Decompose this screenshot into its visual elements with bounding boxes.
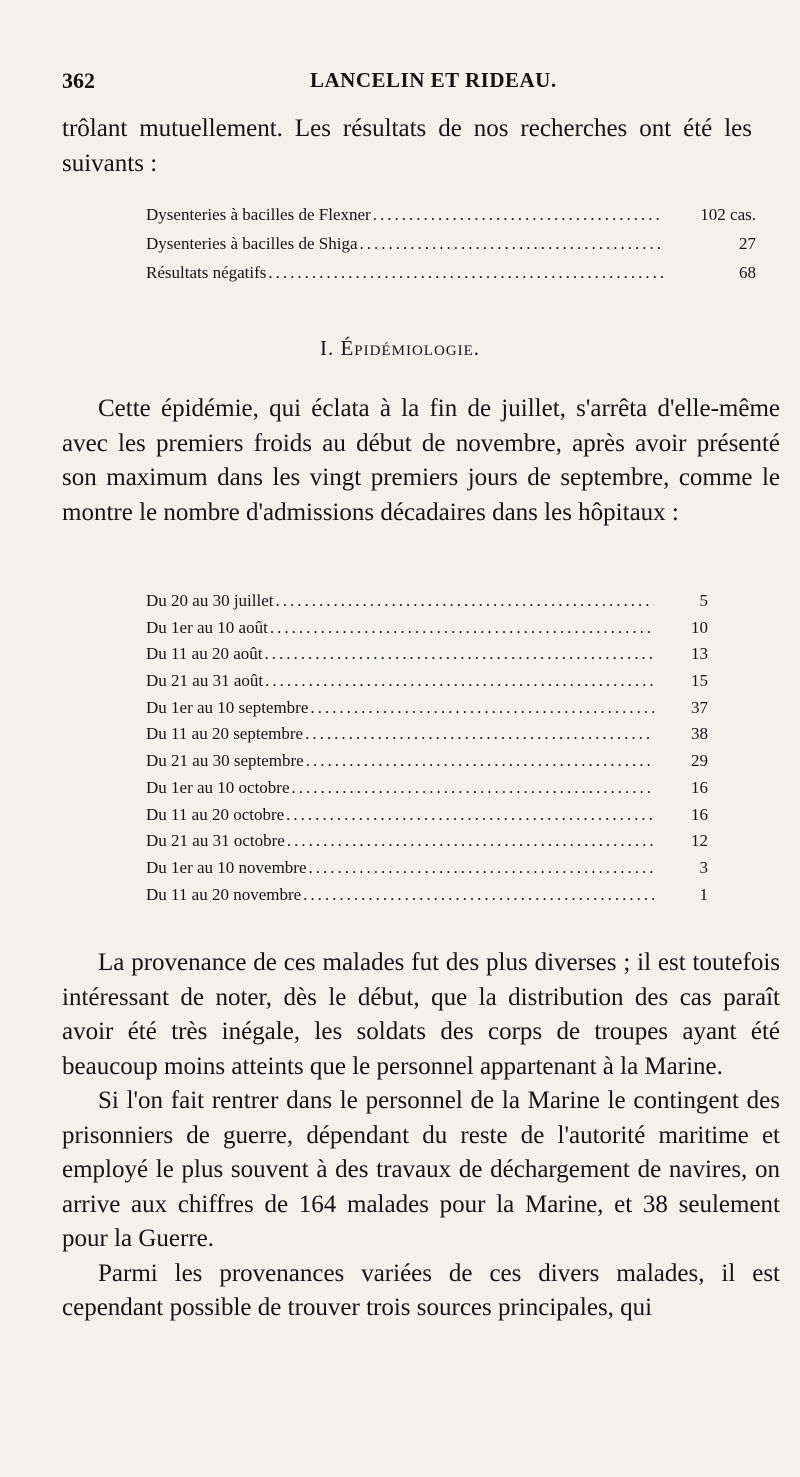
admissions-count: 1 [699,884,708,904]
admissions-row [146,882,708,909]
dot-leader [264,641,654,668]
running-head: LANCELIN ET RIDEAU. [310,68,557,92]
section-title: Épidémiologie. [340,336,481,360]
admissions-row [146,588,708,615]
results-value: 27 [739,234,756,253]
section-number: I. [319,336,335,360]
admissions-row [146,668,708,695]
paragraph-provenance: La provenance de ces malades fut des plus diverses ; il est toutefois intéressant de noter, dès le début, que la distribution des cas paraît avoir été très inégale, les soldats des corps de troupes ayant été beaucoup moins atteints que le personnel appartenant à la Marine. [62,949,780,1080]
dot-leader [286,802,654,829]
admissions-row [146,775,708,802]
admissions-row [146,748,708,775]
admissions-period: Du 1er au 10 septembre [146,697,309,717]
dot-leader [373,200,664,229]
dot-leader [360,229,665,258]
admissions-count: 13 [691,644,708,664]
dot-leader [309,855,654,882]
admissions-period: Du 1er au 10 novembre [146,857,307,877]
dot-leader [303,882,654,909]
admissions-row [146,855,708,882]
admissions-count: 3 [699,857,708,877]
admissions-period: Du 21 au 31 octobre [146,831,285,851]
results-value: 102 cas. [700,205,756,224]
admissions-row [146,641,708,668]
dot-leader [306,748,654,775]
paragraph-marine: Si l'on fait rentrer dans le personnel de la Marine le contingent des prisonniers de guerre, dépendant du reste de l'autorité maritime et employé le plus souvent à des travaux de déchargement de navires, on arrive aux chiffres de 164 malades pour la Marine, et 38 seulement pour la Guerre. [62,1087,780,1252]
results-label: Résultats négatifs [146,263,267,282]
admissions-period: Du 21 au 30 septembre [146,751,304,771]
epidemic-paragraph: Cette épidémie, qui éclata à la fin de juillet, s'arrêta d'elle-même avec les premiers froids au début de novembre, après avoir présenté son maximum dans les vingt premiers jours de septembre, comme le montre le nombre d'admissions décadaires dans les hôpitaux : [62,395,780,526]
admissions-period: Du 11 au 20 novembre [146,884,302,904]
admissions-count: 29 [691,751,708,771]
admissions-row [146,828,708,855]
admissions-count: 37 [691,697,708,717]
results-row [146,200,756,229]
results-label: Dysenteries à bacilles de Flexner [146,205,371,224]
admissions-count: 10 [691,617,708,637]
admissions-row [146,615,708,642]
dot-leader [292,775,654,802]
admissions-count: 16 [691,804,708,824]
dot-leader [268,258,664,287]
admissions-period: Du 1er au 10 août [146,617,268,637]
results-value: 68 [739,263,756,282]
dot-leader [275,588,654,615]
admissions-period: Du 11 au 20 août [146,644,263,664]
admissions-period: Du 20 au 30 juillet [146,591,274,610]
section-heading [0,336,800,361]
admissions-row [146,802,708,829]
admissions-period: Du 11 au 20 octobre [146,804,285,824]
dot-leader [265,668,654,695]
admissions-period: Du 21 au 31 août [146,671,264,691]
results-list [146,200,756,287]
dot-leader [287,828,654,855]
admissions-period: Du 1er au 10 octobre [146,777,290,797]
dot-leader [270,615,654,642]
admissions-count: 15 [691,671,708,691]
admissions-period: Du 11 au 20 septembre [146,724,304,744]
admissions-row [146,721,708,748]
results-label: Dysenteries à bacilles de Shiga [146,234,358,253]
admissions-count: 38 [691,724,708,744]
dot-leader [305,721,654,748]
results-row [146,258,756,287]
admissions-row [146,695,708,722]
body-text [62,946,780,1326]
admissions-count: 5 [699,591,708,610]
dot-leader [310,695,654,722]
page-header [62,68,762,100]
admissions-table [146,588,708,908]
admissions-count: 16 [691,777,708,797]
paragraph-sources: Parmi les provenances variées de ces divers malades, il est cependant possible de trouver trois sources principales, qui [62,1259,780,1321]
results-row [146,229,756,258]
page-number: 362 [62,68,95,93]
intro-paragraph: trôlant mutuellement. Les résultats de nos recherches ont été les suivants : [62,115,752,177]
admissions-count: 12 [691,831,708,851]
